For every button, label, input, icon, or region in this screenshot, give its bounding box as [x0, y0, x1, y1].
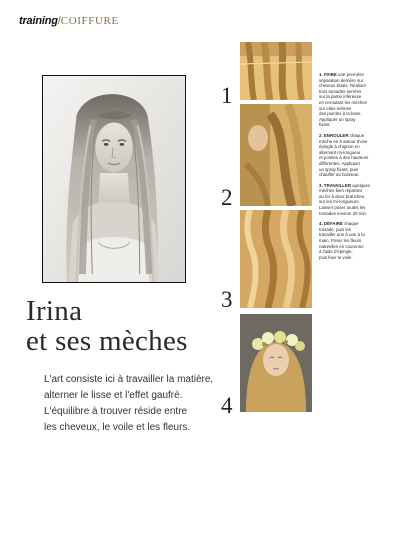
article-title: [26, 296, 188, 356]
step-illustration-2: [240, 104, 312, 206]
step-title: 1. FAIRE: [319, 72, 337, 77]
portrait-photo: [42, 75, 186, 283]
intro-line: L'art consiste ici à travailler la matière,: [44, 374, 214, 385]
step-text-2: 2. ENROULER chaque mèche en 8 autour d'une épingle à chignon en alternant mi-longueur et pointes à des hauteurs différentes. Appliquer un spray fixant, puis chauffer au boisseur.: [319, 132, 369, 178]
step-illustration-4: [240, 314, 312, 412]
section-label: COIFFURE: [60, 15, 119, 27]
intro-line: les cheveux, le voile et les fleurs.: [44, 422, 191, 433]
step-photo-2: [240, 104, 312, 206]
step-number-2: 2: [221, 185, 233, 210]
step-text-3: 3. TRAVAILLER quelques mèches bien réparties au fer à deux branches, sur les mi-longueurs. Laisser poser toutes les torsades environ 30 min.: [319, 182, 371, 216]
step-title: 3. TRAVAILLER: [319, 182, 352, 188]
step-number-3: 3: [221, 287, 233, 312]
step-photo-3: [240, 210, 312, 308]
steps-instructions: [319, 72, 377, 265]
step-text-4: 4. DÉFAIRE chaque torsade, puis les travailler une à une à la main. Poser les fleurs naturelles en couronne à l'aide d'épingle, puis fixer le voile.: [319, 221, 365, 260]
step-number-1: 1: [221, 83, 233, 108]
section-header: [19, 15, 119, 28]
step-illustration-1: [240, 42, 312, 100]
step-photo-1: [240, 42, 312, 100]
rubric-separator: /: [57, 15, 61, 27]
portrait-illustration: [43, 76, 185, 282]
rubric-label: training: [19, 15, 58, 27]
intro-line: alterner le lisse et l'effet gaufré.: [44, 390, 183, 401]
title-line-2: et ses mèches: [26, 325, 188, 357]
step-text-1: 1. FAIRE une première séparation derrière sur cheveux lissés. Réaliser trois torsades serrées sur la partie inférieure en enroulant les mèches sur elles-mêmes des pointes à la base. Appliquer un spray fixant.: [319, 72, 367, 128]
intro-paragraph: [44, 372, 234, 436]
step-number-4: 4: [221, 393, 233, 418]
step-title: 4. DÉFAIRE: [319, 221, 343, 227]
title-line-1: Irina: [26, 295, 83, 327]
step-illustration-3: [240, 210, 312, 308]
step-title: 2. ENROULER: [319, 132, 349, 138]
intro-line: L'équilibre à trouver réside entre: [44, 406, 188, 417]
step-photo-4: [240, 314, 312, 412]
